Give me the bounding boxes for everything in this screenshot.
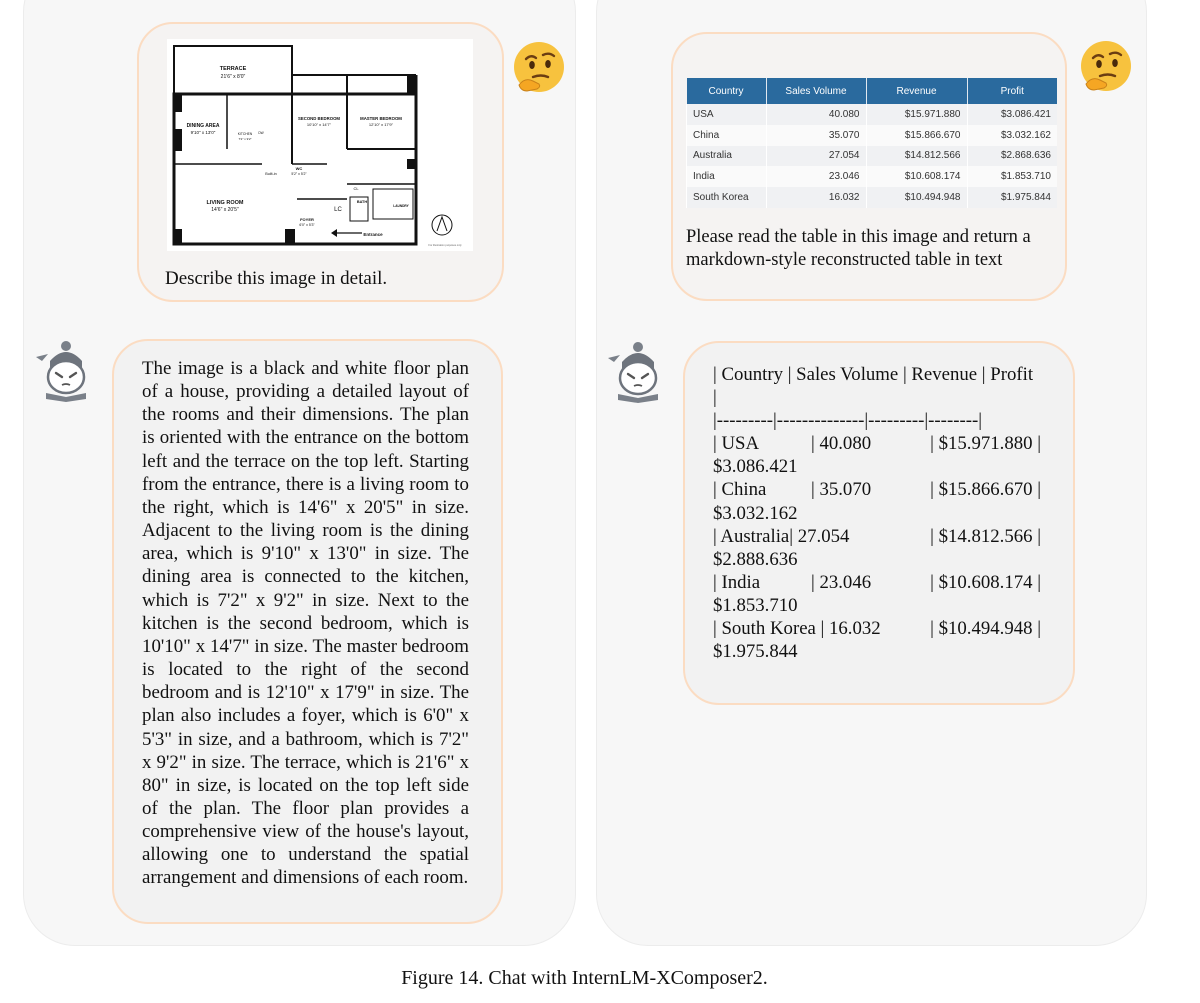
figure-caption: Figure 14. Chat with InternLM-XComposer2. [401, 967, 768, 989]
table-row [687, 187, 1058, 208]
table-cell: $10.494.948 [866, 187, 967, 208]
md-cell: | Australia| 27.054 [713, 525, 850, 547]
thinking-face-icon [509, 39, 569, 99]
fp-living-dims: 14'6" x 20'5" [211, 207, 239, 213]
fp-living-label: LIVING ROOM [206, 200, 244, 206]
table-row [687, 146, 1058, 167]
fp-footnote: For illustration purposes only [428, 244, 462, 247]
fp-dining-label: DINING AREA [186, 123, 220, 129]
table-header-cell: Sales Volume [766, 78, 866, 104]
table-cell: 27.054 [766, 146, 866, 167]
md-row-tail: $1.975.844 [713, 641, 798, 663]
table-cell: India [687, 166, 767, 187]
md-cell: | 23.046 [811, 571, 872, 593]
table-cell: 35.070 [766, 125, 866, 146]
fp-kitchen-label: KITCHEN [237, 132, 253, 136]
md-header-line: | Country | Sales Volume | Revenue | Profit | [713, 364, 1034, 409]
table-header-cell: Revenue [866, 78, 967, 104]
table-header-cell: Country [687, 78, 767, 104]
md-row [713, 617, 1041, 640]
md-row [713, 571, 1041, 594]
user-message-table [671, 32, 1067, 301]
md-row-tail: $3.032.162 [713, 502, 798, 524]
fp-laundry-label: LAUNDRY [393, 204, 409, 208]
md-cell: | USA [713, 433, 760, 455]
assistant-message-floorplan [112, 339, 503, 924]
table-cell: $15.866.670 [866, 125, 967, 146]
assistant-message-table [683, 341, 1075, 705]
user-message-floorplan [137, 22, 504, 302]
table-cell: USA [687, 104, 767, 125]
md-cell: | India [713, 571, 761, 593]
fp-dining-dims: 9'10" x 13'0" [190, 130, 216, 135]
fp-cl-label: CL [353, 186, 359, 191]
md-cell: | 35.070 [811, 479, 872, 501]
md-separator: |---------|--------------|---------|--------| [713, 410, 982, 432]
assistant-answer-text: The image is a black and white floor plan of a house, providing a detailed layout of the rooms and their dimensions. The plan is oriented with the entrance on the bottom left and the terrace on the top left. Starting from the entrance, there is a living room to the right, which is 14'6" x 20'5" in size. Adjacent to the living room is the dining area, which is 9'10" x 13'0" in size. The dining area is connected to the kitchen, which is 7'2" x 9'2" in size. Next to the kitchen is the second bedroom, which is 10'10" x 14'7" in size. The master bedroom is located to the right of the second bedroom and is 12'10" x 17'9" in size. The plan also includes a foyer, which is 6'0" x 5'3" in size, and a bathroom, which is 7'2" x 9'2" in size. The terrace, which is 21'6" x 80" in size, is located on the top left side of the plan. The floor plan provides a comprehensive view of the house's layout, allowing one to understand the spatial arrangement and dimensions of each room. [142, 358, 469, 889]
table-cell: 40.080 [766, 104, 866, 125]
fp-bath-label: BATH [356, 200, 368, 204]
fp-master-bed-label: MASTER BEDROOM [360, 116, 402, 121]
fp-master-bed-dims: 12'10" x 17'9" [368, 122, 394, 127]
table-row [687, 166, 1058, 187]
fp-second-bed-dims: 10'10" x 14'7" [306, 122, 332, 127]
fp-terrace-dims: 21'6" x 8'0" [220, 74, 246, 80]
fp-kitchen-dims: 7'2" x 9'2" [238, 137, 252, 141]
table-cell: $15.971.880 [866, 104, 967, 125]
sales-table-header [687, 78, 1058, 104]
bot-avatar-icon [30, 339, 96, 405]
md-row-tail: $3.086.421 [713, 456, 798, 478]
fp-wc-label: WC [295, 166, 303, 171]
table-row [687, 125, 1058, 146]
md-row [713, 478, 1041, 501]
table-image [686, 78, 1057, 208]
fp-builtin-label: Built-in [265, 172, 277, 176]
table-cell: $3.086.421 [967, 104, 1057, 125]
fp-dw-label: DW [258, 131, 264, 135]
md-cell: | $10.494.948 | [930, 618, 1041, 640]
table-cell: $14.812.566 [866, 146, 967, 167]
table-cell: $10.608.174 [866, 166, 967, 187]
table-cell: China [687, 125, 767, 146]
md-row-tail: $2.888.636 [713, 548, 798, 570]
sales-table [686, 78, 1057, 208]
table-header-cell: Profit [967, 78, 1057, 104]
fp-foyer-label: FOYER [300, 217, 314, 222]
md-cell: | China [713, 479, 767, 501]
table-cell: 16.032 [766, 187, 866, 208]
bot-avatar-icon [602, 340, 668, 406]
table-cell: $1.975.844 [967, 187, 1057, 208]
floorplan-image [167, 39, 473, 251]
md-cell: | $10.608.174 | [930, 571, 1041, 593]
fp-foyer-dims: 6'0" x 5'3" [299, 223, 315, 227]
md-cell: | $15.971.880 | [930, 433, 1041, 455]
table-row [687, 104, 1058, 125]
user-prompt-text: Please read the table in this image and return a markdown-style reconstructed table in text [686, 227, 1031, 270]
table-cell: South Korea [687, 187, 767, 208]
markdown-answer [713, 363, 1041, 663]
md-row-tail: $1.853.710 [713, 594, 798, 616]
md-cell: | South Korea | 16.032 [713, 618, 881, 640]
table-cell: Australia [687, 146, 767, 167]
thinking-face-icon [1076, 38, 1136, 98]
md-row [713, 432, 1041, 455]
fp-wc-dims: 5'2" x 5'2" [291, 172, 307, 176]
table-cell: 23.046 [766, 166, 866, 187]
table-cell: $2.868.636 [967, 146, 1057, 167]
md-cell: | $14.812.566 | [930, 525, 1041, 547]
fp-second-bed-label: SECOND BEDROOM [297, 116, 341, 121]
md-row [713, 525, 1041, 548]
user-prompt-text: Describe this image in detail. [165, 268, 388, 289]
fp-entrance-label: Entrance [363, 232, 383, 237]
fp-lc-label: LC [334, 207, 342, 213]
md-cell: | $15.866.670 | [930, 479, 1041, 501]
fp-terrace-label: TERRACE [219, 66, 247, 72]
table-cell: $1.853.710 [967, 166, 1057, 187]
md-cell: | 40.080 [811, 433, 872, 455]
table-cell: $3.032.162 [967, 125, 1057, 146]
